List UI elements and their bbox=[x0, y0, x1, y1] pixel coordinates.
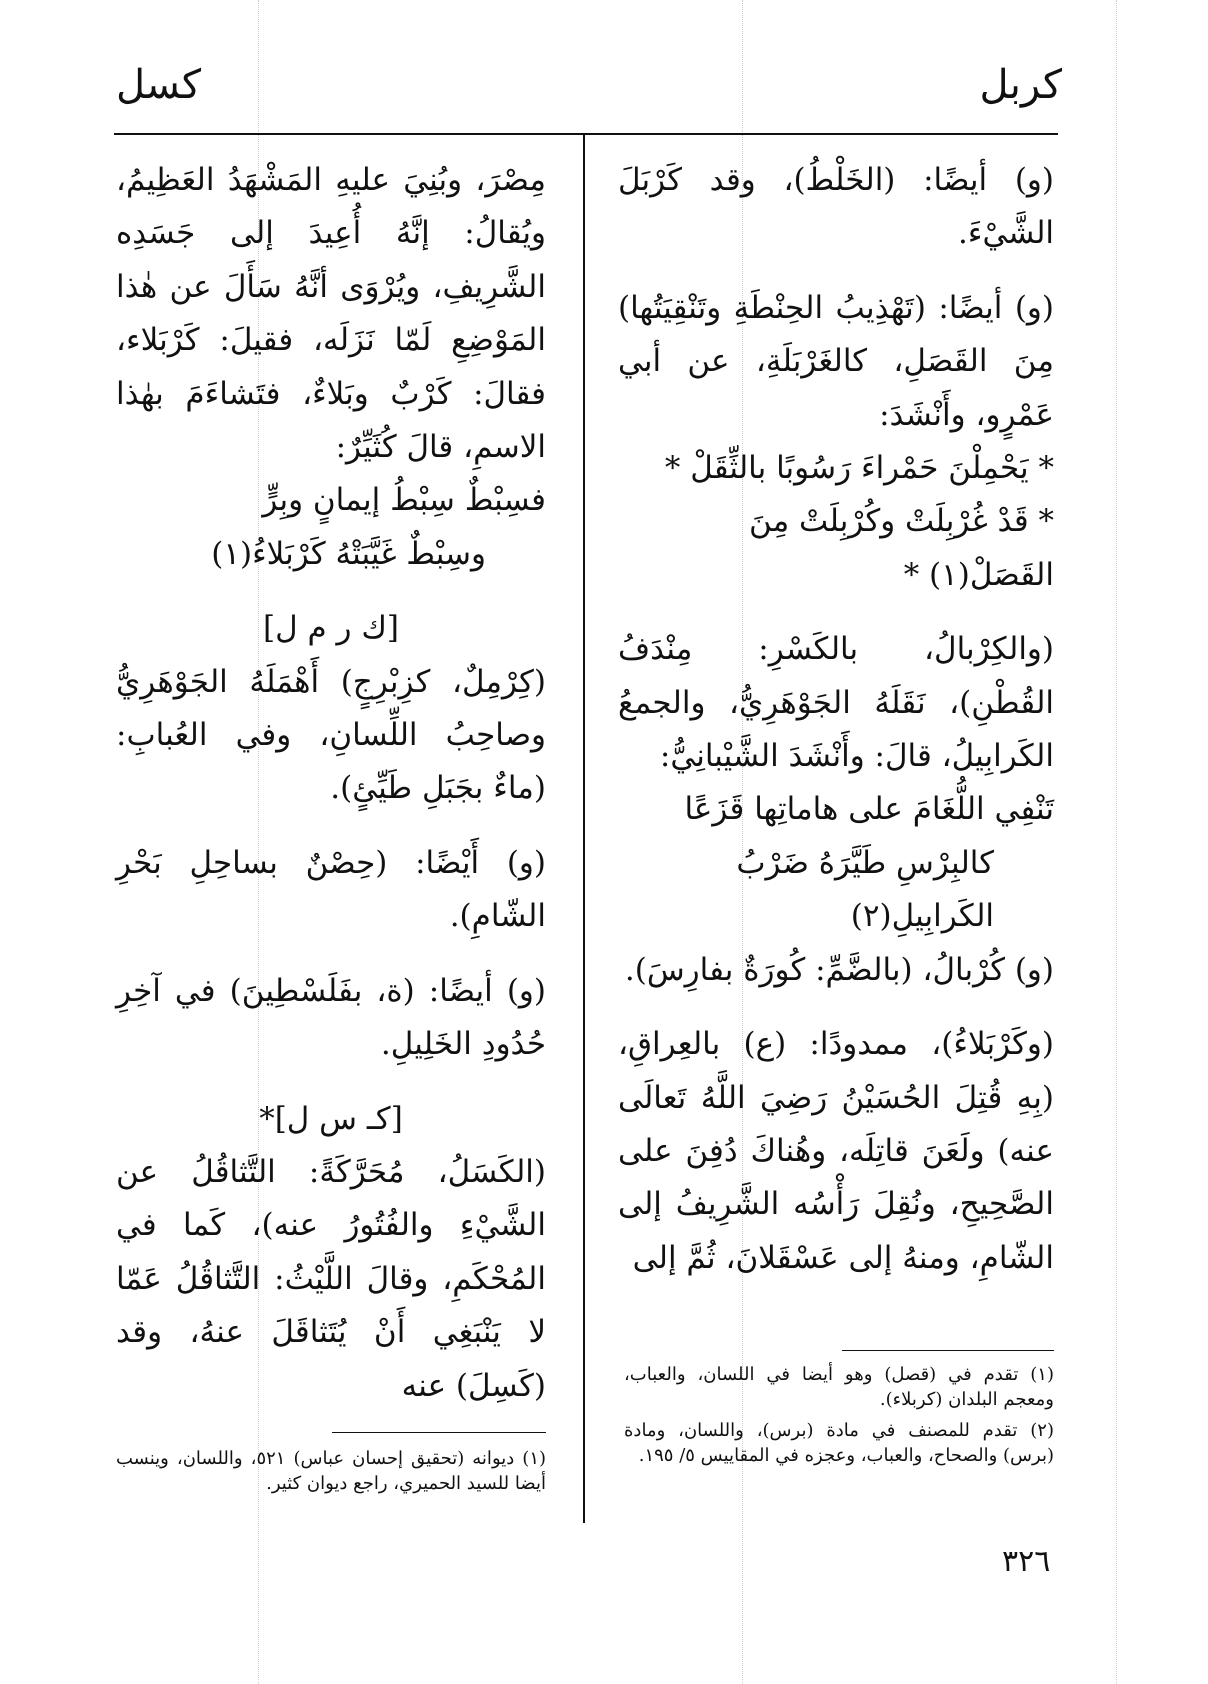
running-header-right: كربل bbox=[979, 62, 1062, 108]
poem-line: * يَحْمِلْنَ حَمْراءَ رَسُوبًا بالثِّقَلْ * bbox=[664, 450, 1054, 487]
entry-paragraph: (و) كُرْبالُ، (بالضَّمِّ: كُورَةٌ بفارِسَ). bbox=[624, 951, 1054, 988]
footnote-rule bbox=[842, 1350, 1054, 1351]
column-divider bbox=[583, 133, 585, 1523]
entry-paragraph: (الكَسَلُ، مُحَرَّكَةً: التَّثاقُلُ عن الشَّيْءِ والفُتُورُ عنه)، كَما في المُحْكَمِ، وقالَ اللَّيْثُ: التَّثاقُلُ عَمّا لا يَنْبَغِي أَنْ يُتَثاقَلَ عنهُ، وقد (كَسِلَ) عنه bbox=[116, 1153, 546, 1404]
entry-paragraph: (كِرْمِلٌ، كزِبْرِجٍ) أَهْمَلَهُ الجَوْهَرِيُّ وصاحِبُ اللِّسانِ، وفي العُبابِ: (ماءٌ بجَبَلِ طَيِّئٍ). bbox=[116, 663, 546, 807]
footnote: (١) تقدم في (قصل) وهو أيضا في اللسان، والعباب، ومعجم البلدان (كربلاء). bbox=[624, 1364, 1054, 1410]
footnotes-left bbox=[116, 1446, 546, 1502]
right-column bbox=[618, 154, 1054, 1285]
running-header-left: كسل bbox=[116, 62, 202, 108]
entry-heading: [كـ س ل]* bbox=[259, 1100, 403, 1137]
entry-paragraph: (و) أَيْضًا: (حِصْنٌ بساحِلِ بَحْرِ الشّامِ). bbox=[116, 844, 546, 935]
entry-paragraph: (والكِرْبالُ، بالكَسْرِ: مِنْدَفُ القُطْنِ)، نَقَلَهُ الجَوْهَرِيُّ، والجمعُ الكَرابِيلُ، قالَ: وأَنْشَدَ الشَّيْبانِيُّ: bbox=[618, 631, 1054, 775]
page-number: ٣٢٦ bbox=[1002, 1544, 1051, 1579]
scan-guide-line bbox=[1116, 0, 1117, 1684]
poem-line: تَنْفِي اللُّغَامَ على هاماتِها قَزَعًا bbox=[684, 791, 1054, 828]
poem-line: فسِبْطٌ سِبْطُ إيمانٍ وبِرٍّ bbox=[262, 482, 546, 519]
footnote: (٢) تقدم للمصنف في مادة (برس)، واللسان، ومادة (برس) والصحاح، والعباب، وعجزه في المقاييس ٥/ ١٩٥. bbox=[624, 1420, 1054, 1466]
entry-paragraph: (و) أيضًا: (ة، بفَلَسْطِينَ) في آخِرِ حُدُودِ الخَلِيلِ. bbox=[116, 972, 546, 1063]
entry-paragraph: (و) أيضًا: (تَهْذِيبُ الحِنْطَةِ وتَنْقِيَتُها) مِنَ القَصَلِ، كالغَرْبَلَةِ، عن أبي عَمْرٍو، وأَنْشَدَ: bbox=[618, 289, 1054, 433]
entry-paragraph: مِصْرَ، وبُنِيَ عليهِ المَشْهَدُ العَظِيمُ، ويُقالُ: إنَّهُ أُعِيدَ إلى جَسَدِه الشَّرِيفِ، ويُرْوَى أنَّهُ سَأَلَ عن هٰذا المَوْضِعِ لَمّا نَزَلَه، فقيلَ: كَرْبَلاء، فقالَ: كَرْبٌ وبَلاءٌ، فتَشاءَمَ بهٰذا الاسمِ، قالَ كُثَيِّرٌ: bbox=[116, 162, 546, 466]
entry-heading: [ك ر م ل] bbox=[263, 610, 399, 647]
footnote-rule bbox=[332, 1432, 546, 1433]
entry-paragraph: (وكَرْبَلاءُ)، ممدودًا: (ع) بالعِراقِ، (بِهِ قُتِلَ الحُسَيْنُ رَضِيَ اللَّهُ تَعالَى عنه) ولَعَنَ قاتِلَه، وهُناكَ دُفِنَ على الصَّحِيحِ، ونُقِلَ رَأْسُه الشَّرِيفُ إلى الشّامِ، ومنهُ إلى عَسْقَلانَ، ثُمَّ إلى bbox=[618, 1026, 1054, 1276]
footnotes-right bbox=[624, 1362, 1054, 1474]
poem-line: وسِبْطٌ غَيَّبَتْهُ كَرْبَلاءُ(١) bbox=[211, 535, 486, 572]
poem-line: * قَدْ غُرْبِلَتْ وكُرْبِلَتْ مِنَ القَصَلْ(١) * bbox=[748, 503, 1054, 593]
poem-line: كالبِرْسِ طَيَّرَهُ ضَرْبُ الكَرابِيلِ(٢) bbox=[736, 844, 994, 935]
entry-paragraph: (و) أيضًا: (الخَلْطُ)، وقد كَرْبَلَ الشَّيْءَ. bbox=[618, 162, 1054, 252]
left-column bbox=[116, 154, 546, 1413]
header-rule bbox=[114, 133, 1058, 135]
footnote: (١) ديوانه (تحقيق إحسان عباس) ٥٢١، واللسان، وينسب أيضا للسيد الحميري، راجع ديوان كثير. bbox=[116, 1448, 547, 1494]
